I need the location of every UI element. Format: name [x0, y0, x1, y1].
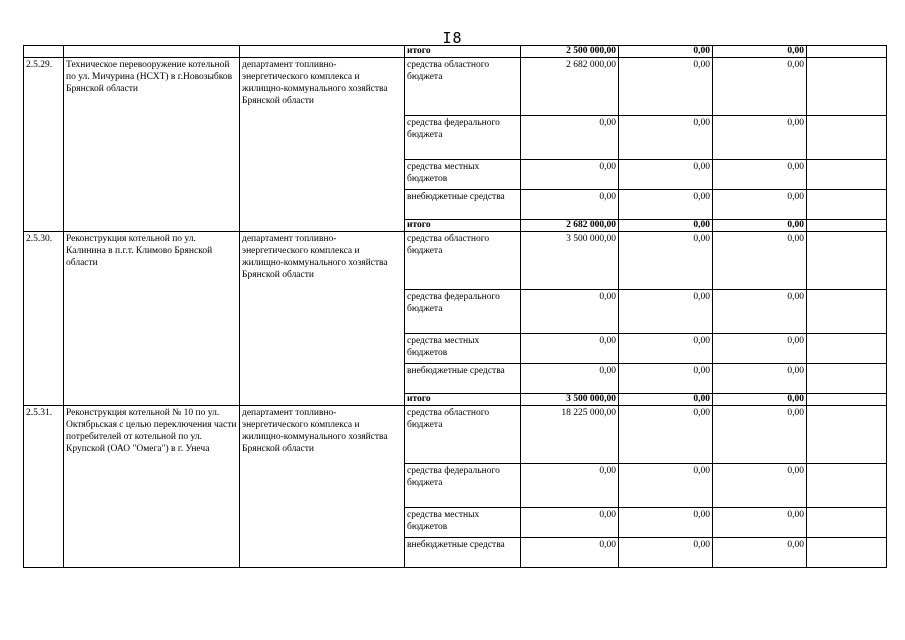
- amount-cell: 0,00: [713, 160, 807, 190]
- budget-table: [23, 45, 887, 568]
- amount-cell: 0,00: [619, 160, 713, 190]
- total-label: итого: [405, 220, 521, 232]
- amount-cell: 0,00: [713, 220, 807, 232]
- amount-cell: 0,00: [713, 538, 807, 568]
- amount-cell: 0,00: [619, 232, 713, 290]
- amount-cell: 0,00: [713, 334, 807, 364]
- funding-source: средства местных бюджетов: [405, 508, 521, 538]
- amount-cell: 0,00: [713, 190, 807, 220]
- amount-cell: 0,00: [713, 116, 807, 160]
- item-name: Реконструкция котельной по ул. Калинина в п.г.т. Климово Брянской области: [64, 232, 240, 406]
- amount-cell: [807, 508, 887, 538]
- funding-source: средства областного бюджета: [405, 406, 521, 464]
- amount-cell: 0,00: [521, 116, 619, 160]
- funding-source: средства федерального бюджета: [405, 116, 521, 160]
- budget-table-body: [24, 46, 887, 568]
- dept-cell: [240, 46, 405, 58]
- amount-cell: [807, 190, 887, 220]
- item-department: департамент топливно-энергетического комплекса и жилищно-коммунального хозяйства Брянской области: [240, 58, 405, 232]
- amount-cell: 0,00: [619, 538, 713, 568]
- amount-cell: 0,00: [521, 334, 619, 364]
- amount-cell: [807, 232, 887, 290]
- funding-source: средства федерального бюджета: [405, 464, 521, 508]
- amount-cell: 0,00: [619, 116, 713, 160]
- table-row: [24, 232, 887, 290]
- amount-cell: 0,00: [521, 160, 619, 190]
- funding-source: внебюджетные средства: [405, 364, 521, 394]
- amount-cell: 0,00: [521, 464, 619, 508]
- amount-cell: [807, 160, 887, 190]
- item-code: 2.5.29.: [24, 58, 64, 232]
- amount-cell: [807, 364, 887, 394]
- amount-cell: 0,00: [521, 508, 619, 538]
- code-cell: [24, 46, 64, 58]
- funding-source: средства федерального бюджета: [405, 290, 521, 334]
- item-department: департамент топливно-энергетического комплекса и жилищно-коммунального хозяйства Брянской области: [240, 232, 405, 406]
- item-code: 2.5.30.: [24, 232, 64, 406]
- amount-cell: 0,00: [619, 464, 713, 508]
- amount-cell: 0,00: [619, 290, 713, 334]
- amount-cell: 0,00: [619, 406, 713, 464]
- total-label: итого: [405, 394, 521, 406]
- amount-cell: 3 500 000,00: [521, 394, 619, 406]
- amount-cell: 3 500 000,00: [521, 232, 619, 290]
- amount-cell: 0,00: [619, 394, 713, 406]
- item-code: 2.5.31.: [24, 406, 64, 568]
- amount-cell: 0,00: [521, 364, 619, 394]
- amount-cell: 0,00: [713, 394, 807, 406]
- table-row: [24, 58, 887, 116]
- amount-cell: 0,00: [521, 190, 619, 220]
- funding-source: средства областного бюджета: [405, 58, 521, 116]
- amount-cell: [807, 220, 887, 232]
- amount-cell: [807, 58, 887, 116]
- funding-source: средства областного бюджета: [405, 232, 521, 290]
- amount-cell: [807, 406, 887, 464]
- amount-cell: 0,00: [713, 508, 807, 538]
- funding-source: средства местных бюджетов: [405, 334, 521, 364]
- amount-cell: 0,00: [713, 290, 807, 334]
- amount-cell: 18 225 000,00: [521, 406, 619, 464]
- item-name: Реконструкция котельной № 10 по ул. Октябрьская с целью переключения части потребителей от котельной по ул. Крупской (ОАО "Омега") в г. Унеча: [64, 406, 240, 568]
- amount-cell: 0,00: [619, 364, 713, 394]
- funding-source: внебюджетные средства: [405, 538, 521, 568]
- amount-cell: 0,00: [713, 58, 807, 116]
- name-cell: [64, 46, 240, 58]
- amount-cell: 0,00: [713, 464, 807, 508]
- amount-cell: [807, 46, 887, 58]
- amount-cell: [807, 290, 887, 334]
- amount-cell: 0,00: [619, 334, 713, 364]
- funding-source: внебюджетные средства: [405, 190, 521, 220]
- amount-cell: [807, 464, 887, 508]
- amount-cell: [807, 334, 887, 364]
- amount-cell: [807, 538, 887, 568]
- amount-cell: 0,00: [619, 46, 713, 58]
- amount-cell: 0,00: [713, 232, 807, 290]
- item-department: департамент топливно-энергетического комплекса и жилищно-коммунального хозяйства Брянской области: [240, 406, 405, 568]
- page-number: I8: [442, 29, 463, 47]
- amount-cell: 0,00: [619, 58, 713, 116]
- amount-cell: 0,00: [619, 508, 713, 538]
- funding-source: средства местных бюджетов: [405, 160, 521, 190]
- amount-cell: 2 682 000,00: [521, 58, 619, 116]
- amount-cell: 0,00: [713, 406, 807, 464]
- amount-cell: 0,00: [521, 290, 619, 334]
- amount-cell: 0,00: [713, 46, 807, 58]
- amount-cell: 2 682 000,00: [521, 220, 619, 232]
- amount-cell: 0,00: [619, 190, 713, 220]
- amount-cell: 0,00: [521, 538, 619, 568]
- amount-cell: 0,00: [713, 364, 807, 394]
- amount-cell: [807, 394, 887, 406]
- item-name: Техническое перевооружение котельной по ул. Мичурина (НСХТ) в г.Новозыбков Брянской области: [64, 58, 240, 232]
- amount-cell: 2 500 000,00: [521, 46, 619, 58]
- amount-cell: [807, 116, 887, 160]
- total-label: итого: [405, 46, 521, 58]
- table-row: [24, 406, 887, 464]
- total-row: [24, 46, 887, 58]
- amount-cell: 0,00: [619, 220, 713, 232]
